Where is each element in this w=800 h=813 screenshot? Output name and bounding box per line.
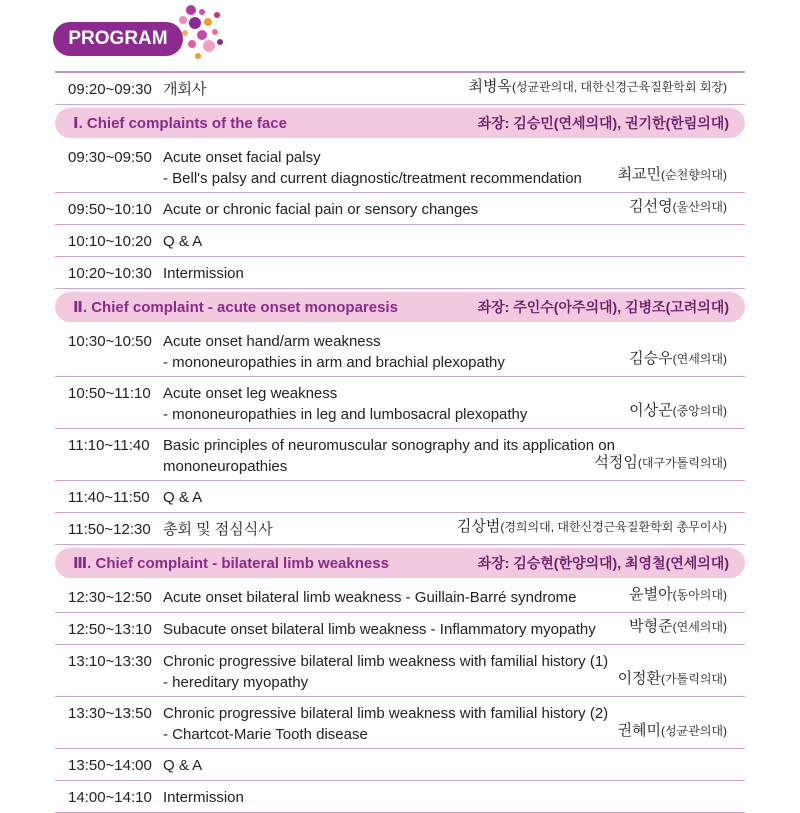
program-row [55, 697, 745, 749]
section-chairs: 좌장: 김승민(연세의대), 권기한(한림의대) [477, 115, 729, 131]
session-time: 13:30~13:50 [68, 705, 152, 722]
speaker [629, 584, 727, 606]
speaker [457, 516, 727, 538]
speaker [629, 400, 727, 422]
session-time: 10:20~10:30 [68, 265, 152, 282]
session-time: 12:50~13:10 [68, 621, 152, 638]
program-row [55, 257, 745, 289]
session-time: 11:50~12:30 [68, 521, 151, 538]
speaker [618, 720, 727, 742]
speaker-affiliation: (가톨릭의대) [661, 672, 727, 686]
session-time: 11:10~11:40 [68, 437, 150, 454]
speaker-affiliation: (동아의대) [672, 588, 727, 602]
section-chairs: 좌장: 김승현(한양의대), 최영철(연세의대) [477, 555, 729, 571]
session-title-line: Acute onset facial palsy [163, 149, 321, 166]
speaker-affiliation: (연세의대) [672, 620, 727, 634]
speaker-name: 김상범 [456, 518, 501, 535]
session-title-line: Acute or chronic facial pain or sensory changes [163, 201, 479, 218]
speaker-affiliation: (성균관의대) [661, 724, 727, 738]
speaker [618, 668, 727, 690]
speaker [618, 164, 727, 186]
program-label: PROGRAM [53, 22, 183, 56]
program-row [55, 73, 745, 105]
speaker-name: 이정환 [617, 670, 662, 687]
session-title-line: Q & A [163, 757, 203, 774]
session-title-line: 총회 및 점심식사 [163, 521, 273, 538]
speaker-affiliation: (순천향의대) [661, 168, 727, 182]
speaker [468, 76, 727, 98]
program-row [55, 481, 745, 513]
session-title [163, 147, 633, 189]
speaker-affiliation: (연세의대) [672, 352, 727, 366]
speaker-affiliation: (울산의대) [672, 200, 727, 214]
speaker [629, 616, 727, 638]
program-header [53, 17, 233, 67]
session-title-line: Chronic progressive bilateral limb weakness with familial history (2) [163, 705, 609, 722]
session-title [163, 619, 663, 640]
program-list [55, 73, 745, 813]
program-row [55, 325, 745, 377]
program-row [55, 513, 745, 545]
speaker-affiliation: (성균관의대, 대한신경근육질환학회 회장) [511, 80, 727, 94]
session-title [163, 231, 663, 252]
session-title [163, 435, 633, 477]
session-title-line: Chronic progressive bilateral limb weakness with familial history (1) [163, 653, 609, 670]
program-row [55, 429, 745, 481]
speaker-name: 박형준 [629, 618, 673, 635]
speaker-name: 최병옥 [468, 78, 512, 95]
speaker-name: 권혜미 [617, 722, 662, 739]
program-row [55, 377, 745, 429]
section-header [55, 108, 745, 138]
session-subtitle-line: - Bell's palsy and current diagnostic/treatment recommendation [163, 170, 582, 187]
session-title [163, 755, 663, 776]
speaker-affiliation: (대구가톨릭의대) [637, 456, 727, 470]
program-row [55, 749, 745, 781]
session-time: 10:30~10:50 [68, 333, 152, 350]
session-title [163, 199, 663, 220]
session-subtitle-line: mononeuropathies [163, 458, 288, 475]
session-title-line: Acute onset leg weakness [163, 385, 338, 402]
program-row [55, 193, 745, 225]
program-row [55, 225, 745, 257]
program-row [55, 141, 745, 193]
session-title [163, 331, 633, 373]
session-subtitle-line: - mononeuropathies in leg and lumbosacral plexopathy [163, 406, 528, 423]
session-time: 09:50~10:10 [68, 201, 152, 218]
speaker [629, 348, 727, 370]
session-title [163, 651, 633, 693]
section-title: Ⅰ. Chief complaints of the face [73, 115, 287, 132]
session-subtitle-line: - hereditary myopathy [163, 674, 309, 691]
speaker [594, 452, 727, 474]
program-row [55, 581, 745, 613]
speaker-name: 윤별아 [629, 586, 673, 603]
speaker-name: 최교민 [617, 166, 662, 183]
session-time: 14:00~14:10 [68, 789, 152, 806]
session-time: 10:50~11:10 [68, 385, 151, 402]
session-time: 12:30~12:50 [68, 589, 152, 606]
session-title-line: Q & A [163, 233, 203, 250]
speaker-affiliation: (중앙의대) [672, 404, 727, 418]
session-title [163, 487, 663, 508]
session-title-line: Acute onset bilateral limb weakness - Guillain-Barré syndrome [163, 589, 577, 606]
speaker-name: 김선영 [629, 198, 673, 215]
program-row [55, 781, 745, 813]
session-time: 10:10~10:20 [68, 233, 152, 250]
session-subtitle-line: - mononeuropathies in arm and brachial plexopathy [163, 354, 505, 371]
speaker-name: 석정임 [594, 454, 638, 471]
session-title-line: 개회사 [163, 81, 207, 98]
session-title [163, 787, 663, 808]
session-title [163, 263, 663, 284]
session-title [163, 703, 633, 745]
session-subtitle-line: - Chartcot-Marie Tooth disease [163, 726, 368, 743]
session-time: 13:10~13:30 [68, 653, 152, 670]
session-title-line: Subacute onset bilateral limb weakness - Inflammatory myopathy [163, 621, 596, 638]
speaker [629, 196, 727, 218]
speaker-name: 김승우 [629, 350, 673, 367]
section-title: Ⅲ. Chief complaint - bilateral limb weakness [73, 555, 389, 572]
speaker-affiliation: (경희의대, 대한신경근육질환학회 총무이사) [500, 520, 727, 534]
session-time: 13:50~14:00 [68, 757, 152, 774]
section-title: Ⅱ. Chief complaint - acute onset monoparesis [73, 299, 398, 316]
session-time: 09:30~09:50 [68, 149, 152, 166]
section-chairs: 좌장: 주인수(아주의대), 김병조(고려의대) [477, 299, 729, 315]
program-row [55, 613, 745, 645]
session-title [163, 383, 633, 425]
decorative-dots-icon [171, 2, 227, 64]
session-time: 09:20~09:30 [68, 81, 152, 98]
program-row [55, 645, 745, 697]
speaker-name: 이상곤 [629, 402, 673, 419]
session-title-line: Q & A [163, 489, 203, 506]
section-header [55, 292, 745, 322]
session-title-line: Acute onset hand/arm weakness [163, 333, 381, 350]
session-title-line: Basic principles of neuromuscular sonography and its application on [163, 437, 615, 454]
session-time: 11:40~11:50 [68, 489, 150, 506]
session-title-line: Intermission [163, 265, 244, 282]
session-title [163, 587, 663, 608]
session-title-line: Intermission [163, 789, 244, 806]
section-header [55, 548, 745, 578]
